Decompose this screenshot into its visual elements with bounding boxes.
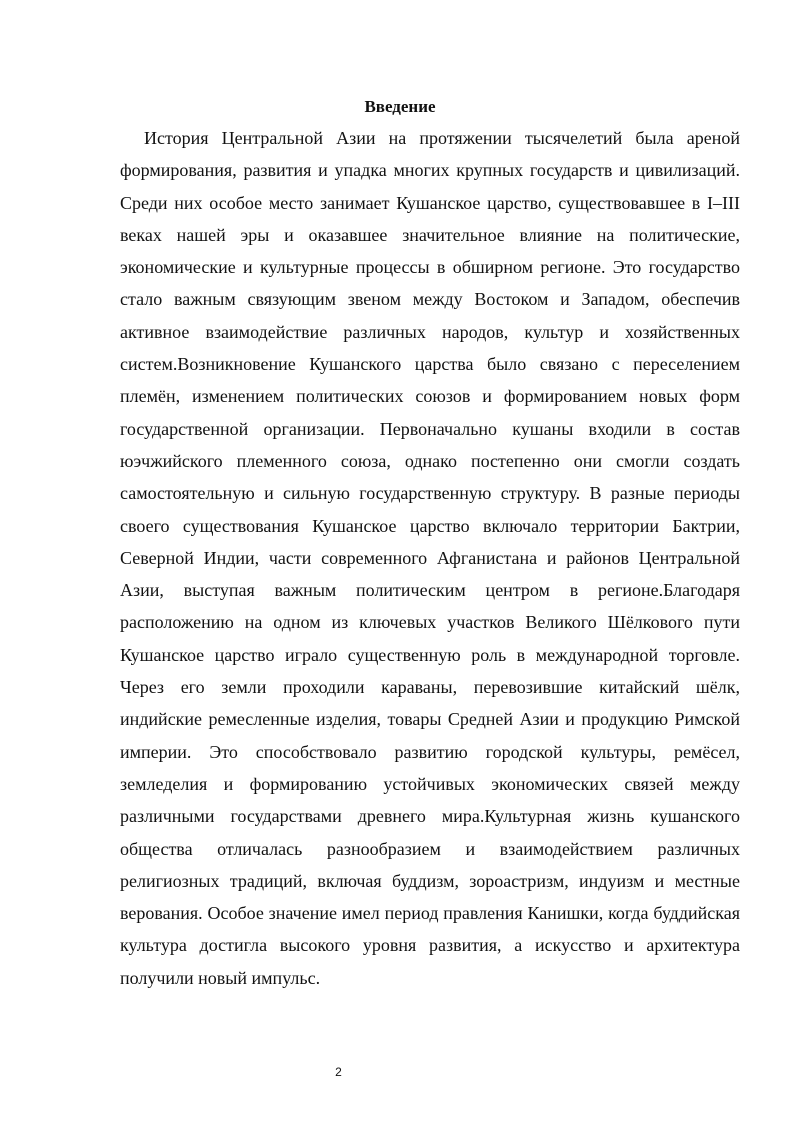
page-number: 2 [335,1065,342,1079]
body-paragraph: История Центральной Азии на протяжении тысячелетий была ареной формирования, развития и упадка многих крупных государств и цивилизаций. Среди них особое место занимает Кушанское царство, существовавшее в I–III веках нашей эры и оказавшее значительное влияние на политические, экономические и культурные процессы в обширном регионе. Это государство стало важным связующим звеном между Востоком и Западом, обеспечив активное взаимодействие различных народов, культур и хозяйственных систем.Возникновение Кушанского царства было связано с переселением племён, изменением политических союзов и формированием новых форм государственной организации. Первоначально кушаны входили в состав юэчжийского племенного союза, однако постепенно они смогли создать самостоятельную и сильную государственную структуру. В разные периоды своего существования Кушанское царство включало территории Бактрии, Северной Индии, части современного Афганистана и районов Центральной Азии, выступая важным политическим центром в регионе.Благодаря расположению на одном из ключевых участков Великого Шёлкового пути Кушанское царство играло существенную роль в международной торговле. Через его земли проходили караваны, перевозившие китайский шёлк, индийские ремесленные изделия, товары Средней Азии и продукцию Римской империи. Это способствовало развитию городской культуры, ремёсел, земледелия и формированию устойчивых экономических связей между различными государствами древнего мира.Культурная жизнь кушанского общества отличалась разнообразием и взаимодействием различных религиозных традиций, включая буддизм, зороастризм, индуизм и местные верования. Особое значение имел период правления Канишки, когда буддийская культура достигла высокого уровня развития, а искусство и архитектура получили новый импульс. [120,128,740,988]
page-title: Введение [364,97,436,116]
